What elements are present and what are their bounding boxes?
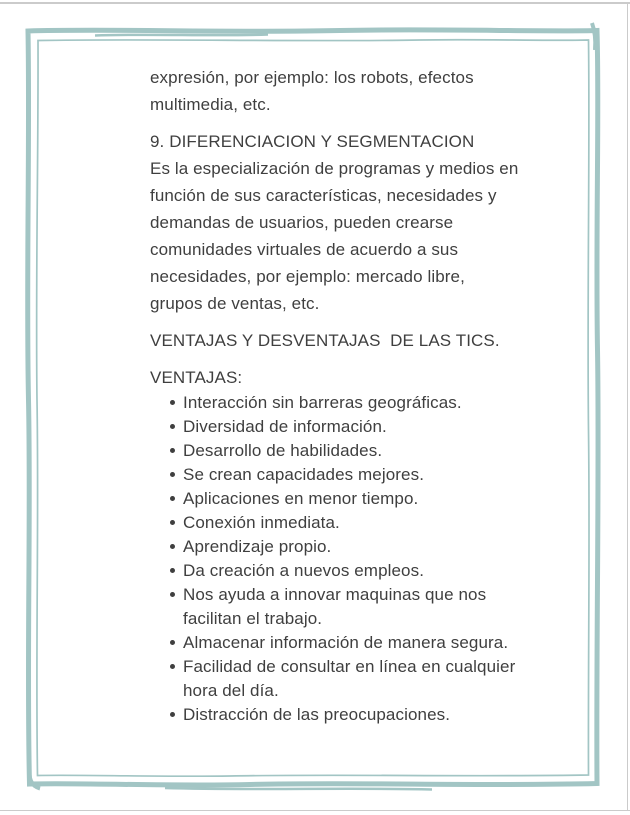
frame-sketch-stroke [592,23,595,50]
bullet-icon [170,664,175,669]
list-item [150,583,528,631]
bullet-icon [170,424,175,429]
section-body-line: demandas de usuarios, pueden crearse [150,213,454,232]
list-heading: VENTAJAS: [150,368,243,387]
list-item-text: Se crean capacidades mejores. [183,465,425,484]
frame-sketch-stroke [165,788,432,790]
list-item [150,535,528,559]
list-item [150,511,528,535]
bullet-icon [170,496,175,501]
list-item-text: Almacenar información de manera segura. [183,633,509,652]
section-title: VENTAJAS Y DESVENTAJAS DE LAS TICS. [150,331,500,350]
section-body-line: comunidades virtuales de acuerdo a sus [150,240,459,259]
list-item-text: Nos ayuda a innovar maquinas que nos facilitan el trabajo. [183,585,487,628]
list-item [150,391,528,415]
bullet-icon [170,520,175,525]
list-item-text: Diversidad de información. [183,417,387,436]
bullet-icon [170,472,175,477]
list-item-text: Facilidad de consultar en línea en cualquier hora del día. [183,657,516,700]
bullet-icon [170,592,175,597]
section-body-line: necesidades, por ejemplo: mercado libre, [150,267,465,286]
section-body-line: función de sus características, necesidades y [150,186,497,205]
list-item [150,439,528,463]
frame-sketch-stroke [95,35,268,36]
paragraph-gap [150,118,528,128]
list-item [150,703,528,727]
section-body-line: grupos de ventas, etc. [150,294,320,313]
list-item [150,487,528,511]
bullet-icon [170,448,175,453]
bullet-icon [170,544,175,549]
list-item [150,463,528,487]
intro-line: expresión, por ejemplo: los robots, efectos [150,68,474,87]
list-item [150,655,528,703]
intro-line: multimedia, etc. [150,95,271,114]
list-item-text: Distracción de las preocupaciones. [183,705,451,724]
paragraph-gap [150,354,528,364]
section-heading: 9. DIFERENCIACION Y SEGMENTACION [150,132,475,151]
bullet-icon [170,400,175,405]
list-item [150,559,528,583]
list-item-text: Conexión inmediata. [183,513,340,532]
paragraph-gap [150,317,528,327]
list-item-text: Desarrollo de habilidades. [183,441,383,460]
list-item [150,415,528,439]
list-item [150,631,528,655]
bullet-icon [170,712,175,717]
list-item-text: Aprendizaje propio. [183,537,332,556]
section-body-line: Es la especialización de programas y medios en [150,159,519,178]
bullet-icon [170,568,175,573]
list-item-text: Da creación a nuevos empleos. [183,561,425,580]
list-item-text: Aplicaciones en menor tiempo. [183,489,419,508]
advantages-list [150,391,528,727]
bullet-icon [170,640,175,645]
list-item-text: Interacción sin barreras geográficas. [183,393,462,412]
document-text [150,64,528,727]
